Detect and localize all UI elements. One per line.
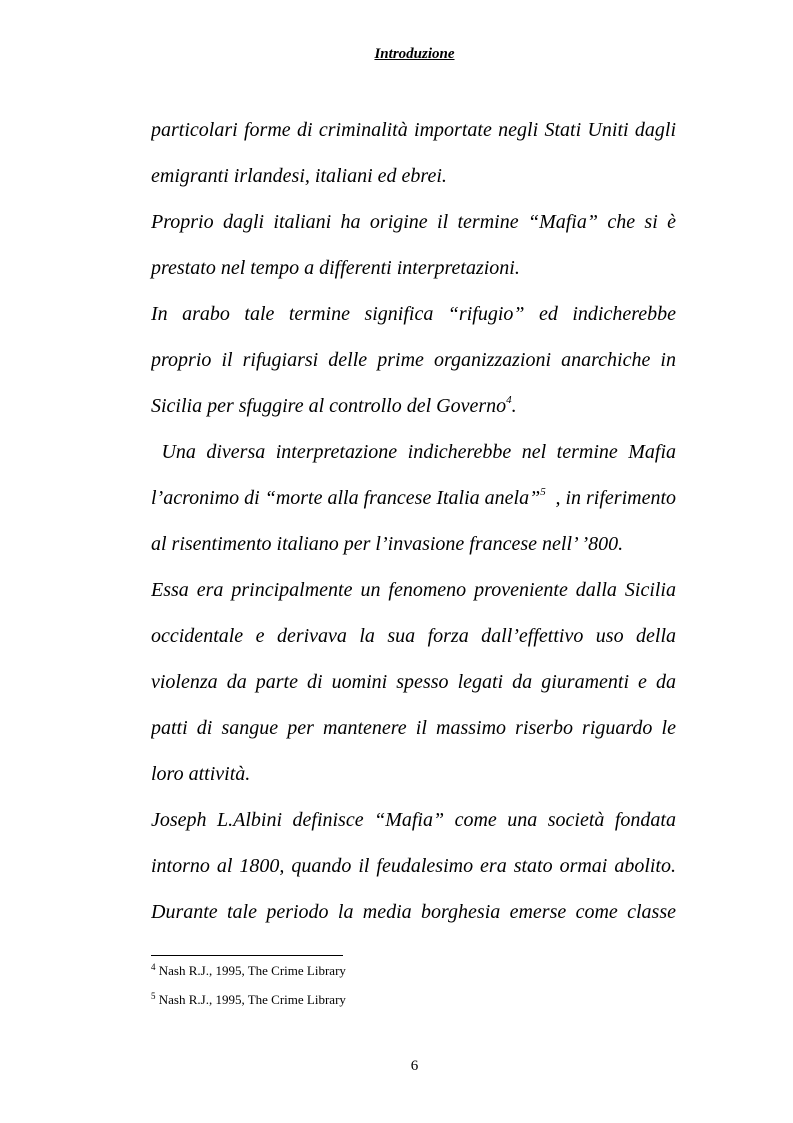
footnote-5 <box>151 992 346 1008</box>
text-line: al risentimento italiano per l’invasione francese nell’ ’800. <box>151 533 624 555</box>
text-line: patti di sangue per mantenere il massimo riserbo riguardo le <box>151 717 676 739</box>
text-line: violenza da parte di uomini spesso legati da giuramenti e da <box>151 671 676 693</box>
text-line: intorno al 1800, quando il feudalesimo era stato ormai abolito. <box>151 855 676 877</box>
text-line: prestato nel tempo a differenti interpretazioni. <box>151 257 520 279</box>
body-text <box>151 107 676 935</box>
section-title: Introduzione <box>374 46 455 62</box>
text-line: loro attività. <box>151 763 251 785</box>
footnote-separator <box>151 955 343 956</box>
text-line: Una diversa interpretazione indicherebbe nel termine Mafia <box>151 441 676 463</box>
text-line: Durante tale periodo la media borghesia emerse come classe <box>151 901 676 923</box>
page-number: 6 <box>410 1058 419 1074</box>
page-header <box>0 46 793 63</box>
text-line: Essa era principalmente un fenomeno proveniente dalla Sicilia <box>151 579 676 601</box>
footnote-number: 4 <box>151 962 156 972</box>
text-segment: , in riferimento <box>555 487 676 509</box>
footnote-4 <box>151 963 346 979</box>
text-line: Joseph L.Albini definisce “Mafia” come una società fondata <box>151 809 676 831</box>
footnote-ref-4: 4 <box>506 394 512 406</box>
text-segment <box>151 475 546 521</box>
footnote-text: Nash R.J., 1995, The Crime Library <box>158 992 346 1007</box>
footnote-text: Nash R.J., 1995, The Crime Library <box>158 963 346 978</box>
footnote-number: 5 <box>151 991 156 1001</box>
text-segment: l’acronimo di “morte alla francese Italia anela” <box>151 487 541 509</box>
text-line: occidentale e derivava la sua forza dall’effettivo uso della <box>151 625 676 647</box>
text-line: Proprio dagli italiani ha origine il termine “Mafia” che si è <box>151 211 676 233</box>
text-line <box>151 383 676 429</box>
text-line <box>151 475 676 521</box>
text-line: particolari forme di criminalità importate negli Stati Uniti dagli <box>151 119 676 141</box>
text-line: emigranti irlandesi, italiani ed ebrei. <box>151 165 447 187</box>
footnote-ref-5: 5 <box>540 486 546 498</box>
text-line: In arabo tale termine significa “rifugio” ed indicherebbe <box>151 303 676 325</box>
text-segment: Sicilia per sfuggire al controllo del Governo <box>151 395 507 417</box>
text-line: proprio il rifugiarsi delle prime organizzazioni anarchiche in <box>151 349 676 371</box>
text-segment: . <box>511 395 517 417</box>
